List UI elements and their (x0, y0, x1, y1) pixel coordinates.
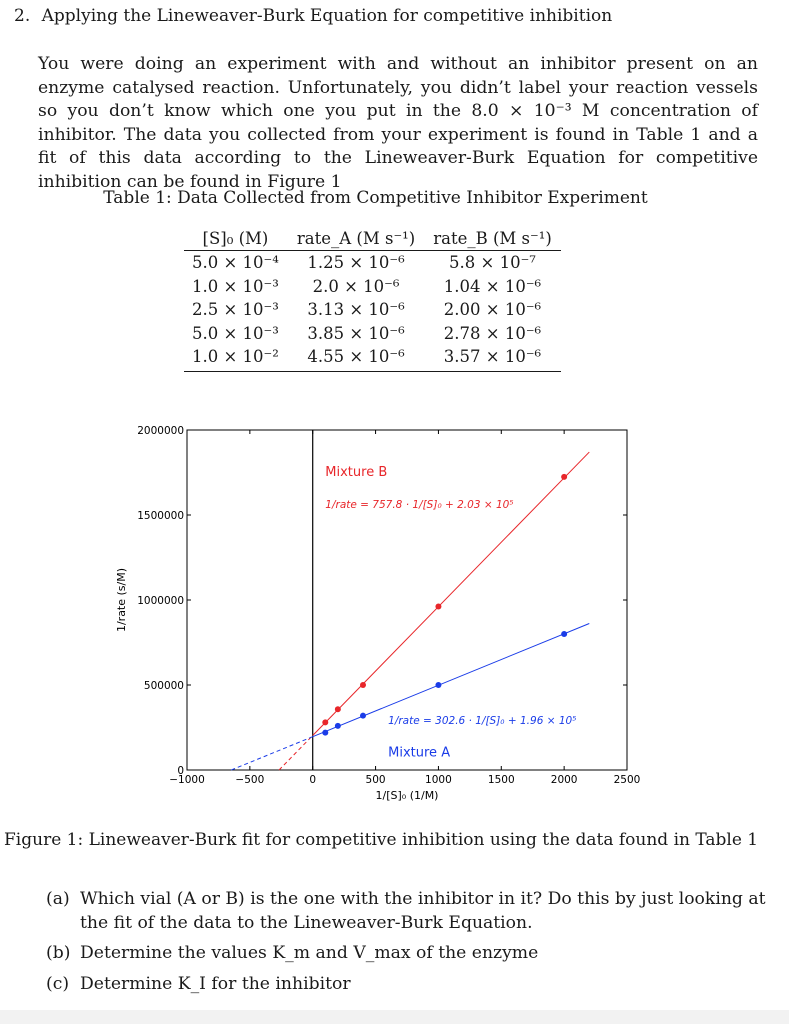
table-cell: 3.57 × 10⁻⁶ (424, 345, 561, 371)
x-tick-label: −1000 (169, 774, 205, 786)
data-point (360, 682, 366, 688)
x-tick-label: 0 (309, 774, 317, 786)
x-tick-label: 1000 (425, 774, 452, 786)
question-label: (c) (46, 973, 70, 994)
data-point (322, 719, 328, 725)
figure-caption: Figure 1: Lineweaver-Burk fit for competitive inhibition using the data found in Table 1 (4, 830, 759, 850)
y-tick-label: 2000000 (137, 425, 184, 437)
x-tick-label: −500 (235, 774, 265, 786)
x-tick-label: 500 (365, 774, 386, 786)
y-tick-label: 0 (177, 765, 184, 777)
series-equation: 1/rate = 757.8 · 1/[S]₀ + 2.03 × 10⁵ (325, 499, 514, 512)
series-label: Mixture B (325, 464, 388, 480)
table-cell: 3.85 × 10⁻⁶ (307, 323, 405, 343)
data-table (184, 228, 561, 372)
question-b (46, 942, 766, 966)
question-text: Determine K_I for the inhibitor (80, 973, 351, 994)
table-cell: 1.0 × 10⁻² (184, 345, 288, 371)
y-tick-label: 1000000 (137, 595, 184, 607)
series-label: Mixture A (388, 745, 451, 761)
table-row (184, 298, 561, 322)
table-cell: 1.25 × 10⁻⁶ (307, 253, 405, 272)
question-list (46, 888, 766, 1003)
table-cell: 2.0 × 10⁻⁶ (312, 276, 400, 296)
question-c (46, 973, 766, 997)
problem-paragraph: You were doing an experiment with and without an inhibitor present on an enzyme catalysed reaction. Unfortunately, you didn’t label your reaction vessels so you don’t know which one you put in the 8.0 × 10⁻³ M concentration of inhibitor. The data you collected from your experiment is found in Table 1 and a fit of this data according to the Lineweaver-Burk Equation for competitive inhibition can be found in Figure 1 (38, 54, 758, 192)
problem-heading (14, 6, 612, 26)
problem-number: 2. (14, 6, 31, 26)
question-label: (b) (46, 943, 71, 963)
x-axis-label: 1/[S]₀ (1/M) (375, 789, 439, 802)
table-row (184, 345, 561, 371)
data-point (360, 713, 366, 719)
data-point (322, 730, 328, 736)
data-point (435, 682, 441, 688)
table-cell: 4.55 × 10⁻⁶ (288, 345, 424, 371)
x-tick-label: 2500 (613, 774, 641, 786)
data-point (435, 604, 441, 610)
table-cell: 5.0 × 10⁻⁴ (192, 253, 279, 272)
y-tick-label: 500000 (143, 680, 184, 692)
question-a (46, 888, 766, 935)
question-label: (a) (46, 889, 70, 909)
table-cell: 1.04 × 10⁻⁶ (443, 276, 542, 296)
x-tick-label: 1500 (487, 774, 515, 786)
question-text: Which vial (A or B) is the one with the inhibitor in it? Do this by just looking at the fit of the data to the Lineweaver-Burk Equation. (80, 889, 766, 933)
table-row (184, 322, 561, 346)
data-point (561, 631, 567, 637)
header-substrate: [S]₀ (M) (184, 228, 288, 251)
table-cell: 2.00 × 10⁻⁶ (443, 300, 542, 319)
table-header-row (184, 228, 561, 251)
header-rate-a: rate_A (M s⁻¹) (288, 228, 424, 251)
table-cell: 5.8 × 10⁻⁷ (449, 253, 536, 272)
series-equation: 1/rate = 302.6 · 1/[S]₀ + 1.96 × 10⁵ (388, 715, 577, 728)
table-caption: Table 1: Data Collected from Competitive Inhibitor Experiment (103, 188, 648, 208)
x-tick-label: 2000 (550, 774, 578, 786)
table-cell: 1.0 × 10⁻³ (192, 276, 279, 296)
lineweaver-burk-chart (105, 418, 745, 808)
table-row (184, 251, 561, 275)
data-point (335, 723, 341, 729)
data-point (561, 474, 567, 480)
question-text: Determine the values K_m and V_max of the enzyme (80, 943, 539, 963)
table-cell: 5.0 × 10⁻³ (192, 323, 279, 343)
page-bottom-band (0, 1010, 789, 1024)
table-cell: 2.78 × 10⁻⁶ (443, 323, 542, 343)
table-cell: 2.5 × 10⁻³ (192, 300, 279, 319)
table-row (184, 275, 561, 299)
table-cell: 3.13 × 10⁻⁶ (307, 300, 405, 319)
y-axis-label: 1/rate (s/M) (115, 567, 128, 633)
problem-title: Applying the Lineweaver-Burk Equation for competitive inhibition (41, 6, 613, 26)
header-rate-b: rate_B (M s⁻¹) (424, 228, 561, 251)
data-point (335, 706, 341, 712)
y-tick-label: 1500000 (137, 510, 184, 522)
